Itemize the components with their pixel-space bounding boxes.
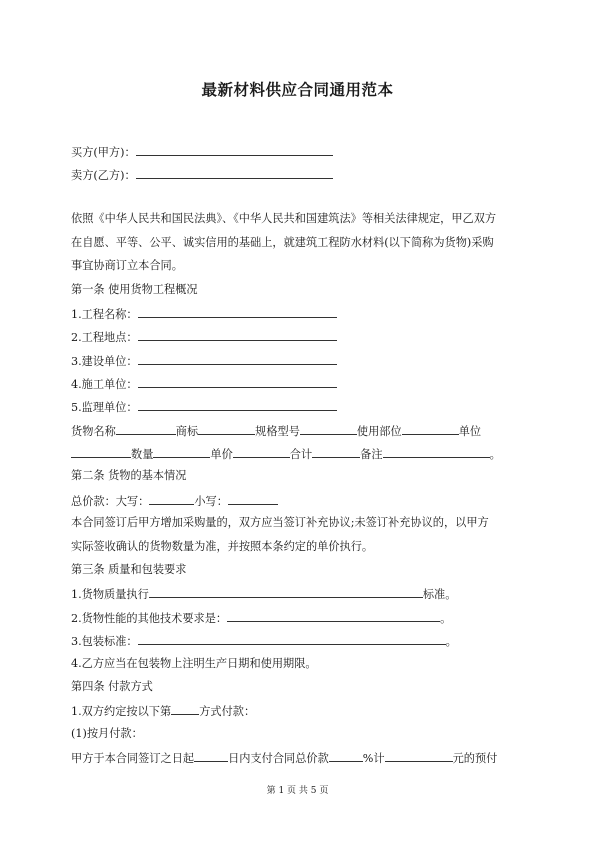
- page-footer: 第 1 页 共 5 页: [266, 786, 329, 796]
- spec-blank[interactable]: [300, 423, 357, 435]
- seller-label: 卖方(乙方)：: [71, 169, 136, 182]
- goods-row-end: 。: [489, 448, 501, 461]
- seller-blank[interactable]: [136, 167, 333, 179]
- spec-label: 规格型号: [255, 425, 300, 438]
- tech-requirements-suffix: 。: [440, 612, 452, 625]
- packaging-label: 3.包装标准：: [71, 635, 138, 648]
- project-name-blank[interactable]: [138, 306, 337, 318]
- article2-para-line-2: 实际签收确认的货物数量为准，并按照本条约定的单价执行。: [71, 540, 374, 553]
- project-name-label: 1.工程名称：: [71, 308, 138, 321]
- construction-unit-blank[interactable]: [138, 353, 337, 365]
- quality-standard-label: 1.货物质量执行: [71, 588, 149, 601]
- quality-standard-blank[interactable]: [149, 586, 423, 598]
- prepayment-text-a: 甲方于本合同签订之日起: [71, 752, 195, 765]
- project-location-line: [71, 329, 337, 345]
- usage-part-blank[interactable]: [402, 423, 459, 435]
- usage-part-label: 使用部位: [356, 425, 402, 438]
- supervisor-blank[interactable]: [138, 399, 337, 411]
- buyer-label: 买方(甲方)：: [71, 146, 136, 159]
- unit-label: 单位: [458, 425, 482, 438]
- brand-label: 商标: [175, 425, 199, 438]
- article2-heading: 第二条 货物的基本情况: [71, 469, 187, 482]
- article3-heading: 第三条 质量和包装要求: [71, 563, 187, 576]
- tech-requirements-label: 2.货物性能的其他技术要求是：: [71, 612, 228, 625]
- buyer-blank[interactable]: [136, 144, 333, 156]
- goods-row-2: [71, 446, 501, 462]
- contractor-blank[interactable]: [138, 376, 337, 388]
- remarks-blank[interactable]: [383, 446, 490, 458]
- packaging-line: [71, 633, 457, 649]
- brand-blank[interactable]: [198, 423, 255, 435]
- construction-unit-line: [71, 353, 337, 369]
- payment-method-blank[interactable]: [171, 703, 199, 715]
- payment-method-line: [71, 703, 255, 719]
- remarks-label: 备注: [360, 448, 383, 461]
- goods-name-label: 货物名称: [71, 425, 116, 438]
- project-location-label: 2.工程地点：: [71, 331, 138, 344]
- document-title: 最新材料供应合同通用范本: [201, 81, 394, 99]
- total-price-line: [71, 493, 278, 509]
- subtotal-blank[interactable]: [312, 446, 360, 458]
- prepayment-percent-blank[interactable]: [329, 750, 363, 762]
- prepayment-line: [71, 750, 497, 766]
- packaging-suffix: 。: [445, 635, 457, 648]
- contractor-label: 4.施工单位：: [71, 378, 138, 391]
- seller-line: [71, 167, 333, 183]
- prepayment-text-c: %计: [362, 752, 385, 765]
- buyer-line: [71, 144, 333, 160]
- project-name-line: [71, 306, 337, 322]
- prepayment-days-blank[interactable]: [194, 750, 228, 762]
- article1-heading: 第一条 使用货物工程概况: [71, 283, 198, 296]
- quantity-blank[interactable]: [153, 446, 210, 458]
- payment-method-label: 1.双方约定按以下第: [71, 705, 172, 718]
- article4-heading: 第四条 付款方式: [71, 680, 153, 693]
- prepayment-text-b: 日内支付合同总价款: [228, 752, 329, 765]
- article2-para-line-1: 本合同签订后甲方增加采购量的，双方应当签订补充协议;未签订补充协议的，以甲方: [71, 516, 489, 529]
- intro-line-3: 事宜协商订立本合同。: [71, 259, 183, 272]
- tech-requirements-blank[interactable]: [227, 610, 440, 622]
- construction-unit-label: 3.建设单位：: [71, 355, 138, 368]
- prepayment-amount-blank[interactable]: [385, 750, 453, 762]
- supervisor-label: 5.监理单位：: [71, 401, 138, 414]
- project-location-blank[interactable]: [138, 329, 337, 341]
- total-price-label: 总价款：大写：: [71, 495, 150, 508]
- intro-line-2: 在自愿、平等、公平、诚实信用的基础上，就建筑工程防水材料(以下简称为货物)采购: [71, 236, 494, 249]
- prepayment-text-d: 元的预付: [452, 752, 498, 765]
- tech-requirements-line: [71, 610, 451, 626]
- subtotal-label: 合计: [289, 448, 313, 461]
- quality-standard-line: [71, 586, 456, 602]
- total-figures-blank[interactable]: [228, 493, 278, 505]
- unit-price-label: 单价: [210, 448, 233, 461]
- total-figures-label: 小写：: [194, 495, 228, 508]
- quality-standard-suffix: 标准。: [422, 588, 457, 601]
- packaging-blank[interactable]: [138, 633, 446, 645]
- total-words-blank[interactable]: [149, 493, 194, 505]
- quantity-label: 数量: [131, 448, 154, 461]
- goods-name-blank[interactable]: [116, 423, 176, 435]
- intro-line-1: 依照《中华人民共和国民法典》、《中华人民共和国建筑法》等相关法律规定，甲乙双方: [71, 212, 497, 225]
- monthly-payment-line: (1)按月付款：: [71, 727, 143, 740]
- unit-price-blank[interactable]: [233, 446, 290, 458]
- payment-method-suffix: 方式付款：: [199, 705, 256, 718]
- goods-row-1: [71, 423, 481, 439]
- supervisor-line: [71, 399, 337, 415]
- contractor-line: [71, 376, 337, 392]
- label-requirement-line: 4.乙方应当在包装物上注明生产日期和使用期限。: [71, 657, 317, 670]
- unit-blank[interactable]: [71, 446, 131, 458]
